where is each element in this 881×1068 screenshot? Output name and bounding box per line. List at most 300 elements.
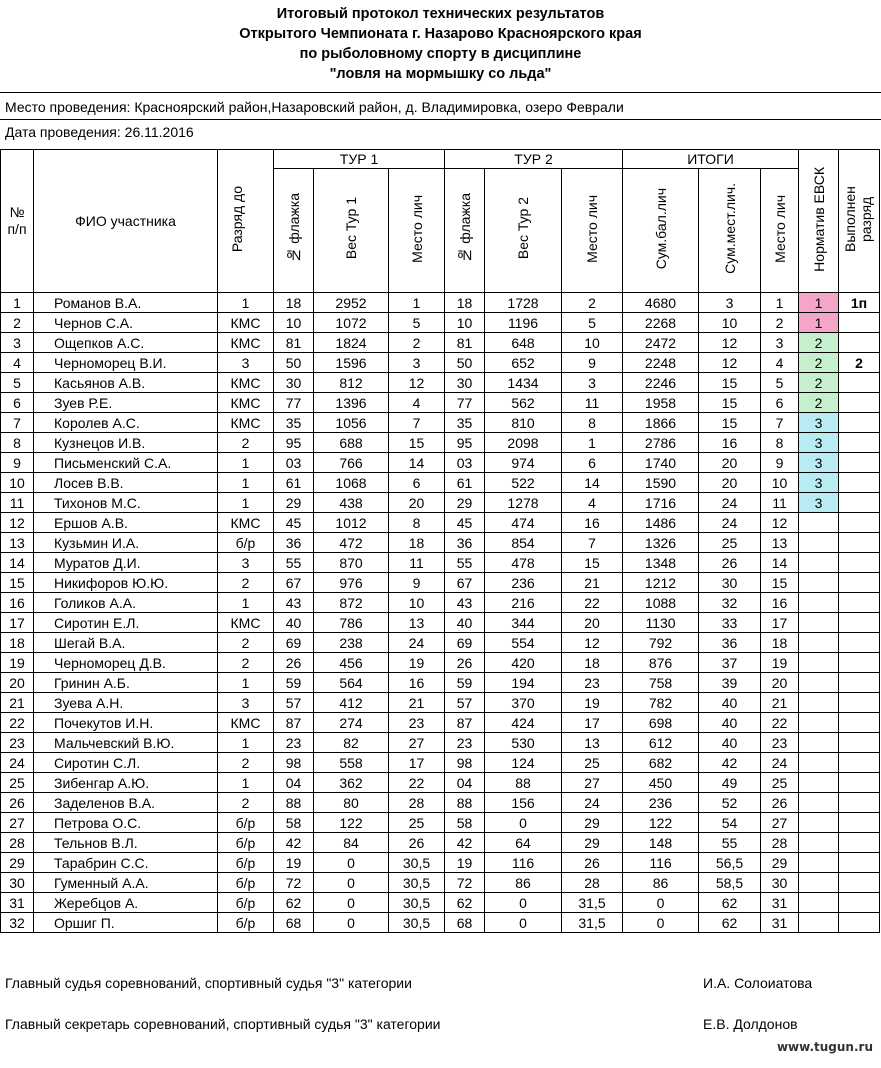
participant-name: Кузьмин И.А. xyxy=(34,533,218,553)
row-number: 20 xyxy=(1,673,34,693)
rank-before: КМС xyxy=(218,513,274,533)
sum-points: 1130 xyxy=(623,613,699,633)
sum-places: 58,5 xyxy=(699,873,761,893)
row-number: 11 xyxy=(1,493,34,513)
header-weight1-text: Вес Тур 1 xyxy=(343,197,359,260)
place-total: 18 xyxy=(761,633,799,653)
row-number: 28 xyxy=(1,833,34,853)
done-rank xyxy=(839,613,880,633)
flag-tour2: 81 xyxy=(445,333,485,353)
flag-tour1: 03 xyxy=(274,453,314,473)
norm-evsk xyxy=(799,613,839,633)
place-tour1: 30,5 xyxy=(389,873,445,893)
norm-evsk xyxy=(799,773,839,793)
flag-tour2: 67 xyxy=(445,573,485,593)
place-tour2: 28 xyxy=(562,873,623,893)
flag-tour2: 30 xyxy=(445,373,485,393)
place-tour2: 19 xyxy=(562,693,623,713)
table-row xyxy=(1,713,880,733)
flag-tour2: 23 xyxy=(445,733,485,753)
row-number: 30 xyxy=(1,873,34,893)
rank-before: 2 xyxy=(218,633,274,653)
norm-evsk: 2 xyxy=(799,333,839,353)
done-rank xyxy=(839,373,880,393)
document-title xyxy=(0,4,881,84)
table-row xyxy=(1,453,880,473)
place-tour2: 31,5 xyxy=(562,913,623,933)
divider xyxy=(0,119,881,120)
rank-before: КМС xyxy=(218,393,274,413)
date-text: Дата проведения: 26.11.2016 xyxy=(5,124,194,140)
flag-tour2: 04 xyxy=(445,773,485,793)
done-rank xyxy=(839,433,880,453)
table-row xyxy=(1,333,880,353)
header-totals: ИТОГИ xyxy=(623,150,799,169)
weight-tour2: 1196 xyxy=(485,313,562,333)
header-sum-points xyxy=(623,169,699,293)
table-row xyxy=(1,593,880,613)
place-total: 17 xyxy=(761,613,799,633)
participant-name: Жеребцов А. xyxy=(34,893,218,913)
flag-tour2: 10 xyxy=(445,313,485,333)
place-total: 4 xyxy=(761,353,799,373)
place-tour2: 1 xyxy=(562,433,623,453)
norm-evsk xyxy=(799,673,839,693)
row-number: 8 xyxy=(1,433,34,453)
sum-places: 42 xyxy=(699,753,761,773)
sum-places: 54 xyxy=(699,813,761,833)
rank-before: б/р xyxy=(218,533,274,553)
flag-tour2: 59 xyxy=(445,673,485,693)
place-total: 8 xyxy=(761,433,799,453)
header-norm xyxy=(799,150,839,293)
place-total: 30 xyxy=(761,873,799,893)
norm-evsk xyxy=(799,833,839,853)
flag-tour2: 19 xyxy=(445,853,485,873)
rank-before: б/р xyxy=(218,813,274,833)
weight-tour2: 0 xyxy=(485,893,562,913)
place-tour1: 2 xyxy=(389,333,445,353)
place-tour1: 4 xyxy=(389,393,445,413)
weight-tour1: 438 xyxy=(314,493,389,513)
sum-points: 0 xyxy=(623,913,699,933)
flag-tour2: 68 xyxy=(445,913,485,933)
participant-name: Тарабрин С.С. xyxy=(34,853,218,873)
sum-places: 49 xyxy=(699,773,761,793)
sum-places: 20 xyxy=(699,473,761,493)
flag-tour1: 62 xyxy=(274,893,314,913)
flag-tour1: 29 xyxy=(274,493,314,513)
header-norm-text: Норматив ЕВСК xyxy=(810,166,827,272)
place-total: 15 xyxy=(761,573,799,593)
divider xyxy=(0,92,881,93)
table-row xyxy=(1,753,880,773)
place-total: 1 xyxy=(761,293,799,313)
weight-tour1: 976 xyxy=(314,573,389,593)
weight-tour1: 1068 xyxy=(314,473,389,493)
row-number: 5 xyxy=(1,373,34,393)
row-number: 26 xyxy=(1,793,34,813)
done-rank xyxy=(839,573,880,593)
row-number: 14 xyxy=(1,553,34,573)
weight-tour1: 122 xyxy=(314,813,389,833)
rank-before: 2 xyxy=(218,573,274,593)
flag-tour1: 58 xyxy=(274,813,314,833)
sum-places: 15 xyxy=(699,373,761,393)
flag-tour1: 61 xyxy=(274,473,314,493)
rank-before: КМС xyxy=(218,333,274,353)
flag-tour1: 50 xyxy=(274,353,314,373)
weight-tour1: 0 xyxy=(314,893,389,913)
flag-tour2: 35 xyxy=(445,413,485,433)
place-tour1: 23 xyxy=(389,713,445,733)
weight-tour2: 648 xyxy=(485,333,562,353)
sum-places: 32 xyxy=(699,593,761,613)
table-row xyxy=(1,633,880,653)
rank-before: 1 xyxy=(218,293,274,313)
done-rank xyxy=(839,873,880,893)
rank-before: 2 xyxy=(218,653,274,673)
rank-before: 1 xyxy=(218,593,274,613)
place-tour2: 11 xyxy=(562,393,623,413)
sum-points: 0 xyxy=(623,893,699,913)
place-total: 26 xyxy=(761,793,799,813)
flag-tour1: 98 xyxy=(274,753,314,773)
rank-before: КМС xyxy=(218,413,274,433)
sum-points: 682 xyxy=(623,753,699,773)
table-row xyxy=(1,653,880,673)
rank-before: КМС xyxy=(218,713,274,733)
norm-evsk: 3 xyxy=(799,453,839,473)
flag-tour1: 87 xyxy=(274,713,314,733)
place-tour1: 30,5 xyxy=(389,853,445,873)
done-rank xyxy=(839,473,880,493)
header-tour1: ТУР 1 xyxy=(274,150,445,169)
place-tour1: 13 xyxy=(389,613,445,633)
sum-points: 1486 xyxy=(623,513,699,533)
flag-tour1: 26 xyxy=(274,653,314,673)
table-row xyxy=(1,413,880,433)
weight-tour2: 370 xyxy=(485,693,562,713)
sum-places: 12 xyxy=(699,353,761,373)
weight-tour2: 2098 xyxy=(485,433,562,453)
rank-before: 3 xyxy=(218,553,274,573)
venue-text: Место проведения: Красноярский район,Назаровский район, д. Владимировка, озеро Феврали xyxy=(5,99,624,115)
weight-tour1: 0 xyxy=(314,873,389,893)
sum-places: 30 xyxy=(699,573,761,593)
header-rank-before xyxy=(218,150,274,293)
place-total: 3 xyxy=(761,333,799,353)
place-tour1: 27 xyxy=(389,733,445,753)
participant-name: Королев А.С. xyxy=(34,413,218,433)
weight-tour2: 116 xyxy=(485,853,562,873)
flag-tour2: 57 xyxy=(445,693,485,713)
place-total: 9 xyxy=(761,453,799,473)
participant-name: Зуева А.Н. xyxy=(34,693,218,713)
norm-evsk xyxy=(799,653,839,673)
place-total: 31 xyxy=(761,893,799,913)
norm-evsk xyxy=(799,633,839,653)
weight-tour1: 870 xyxy=(314,553,389,573)
rank-before: 1 xyxy=(218,673,274,693)
norm-evsk: 3 xyxy=(799,473,839,493)
header-place2-text: Место лич xyxy=(584,194,600,263)
participant-name: Мальчевский В.Ю. xyxy=(34,733,218,753)
place-total: 16 xyxy=(761,593,799,613)
sum-places: 15 xyxy=(699,393,761,413)
sum-places: 55 xyxy=(699,833,761,853)
participant-name: Зуев Р.Е. xyxy=(34,393,218,413)
norm-evsk xyxy=(799,593,839,613)
weight-tour1: 456 xyxy=(314,653,389,673)
weight-tour2: 474 xyxy=(485,513,562,533)
norm-evsk: 3 xyxy=(799,493,839,513)
row-number: 1 xyxy=(1,293,34,313)
row-number: 9 xyxy=(1,453,34,473)
participant-name: Тихонов М.С. xyxy=(34,493,218,513)
secretary-name: Е.В. Долдонов xyxy=(703,1016,798,1032)
place-tour1: 8 xyxy=(389,513,445,533)
row-number: 31 xyxy=(1,893,34,913)
norm-evsk xyxy=(799,533,839,553)
place-tour2: 29 xyxy=(562,833,623,853)
done-rank xyxy=(839,633,880,653)
weight-tour2: 554 xyxy=(485,633,562,653)
place-tour1: 17 xyxy=(389,753,445,773)
weight-tour1: 1012 xyxy=(314,513,389,533)
table-row xyxy=(1,473,880,493)
place-tour1: 14 xyxy=(389,453,445,473)
flag-tour1: 43 xyxy=(274,593,314,613)
place-tour1: 10 xyxy=(389,593,445,613)
weight-tour2: 530 xyxy=(485,733,562,753)
norm-evsk xyxy=(799,853,839,873)
weight-tour2: 86 xyxy=(485,873,562,893)
flag-tour2: 87 xyxy=(445,713,485,733)
flag-tour1: 57 xyxy=(274,693,314,713)
table-row xyxy=(1,353,880,373)
flag-tour2: 03 xyxy=(445,453,485,473)
participant-name: Кузнецов И.В. xyxy=(34,433,218,453)
participant-name: Гуменный А.А. xyxy=(34,873,218,893)
rank-before: 3 xyxy=(218,353,274,373)
place-tour1: 18 xyxy=(389,533,445,553)
sum-places: 62 xyxy=(699,893,761,913)
participant-name: Тельнов В.Л. xyxy=(34,833,218,853)
sum-points: 758 xyxy=(623,673,699,693)
place-total: 5 xyxy=(761,373,799,393)
weight-tour1: 80 xyxy=(314,793,389,813)
row-number: 21 xyxy=(1,693,34,713)
sum-places: 40 xyxy=(699,713,761,733)
table-row xyxy=(1,313,880,333)
row-number: 15 xyxy=(1,573,34,593)
header-flag1 xyxy=(274,169,314,293)
sum-points: 116 xyxy=(623,853,699,873)
sum-places: 15 xyxy=(699,413,761,433)
place-total: 23 xyxy=(761,733,799,753)
done-rank xyxy=(839,593,880,613)
header-place1 xyxy=(389,169,445,293)
done-rank xyxy=(839,733,880,753)
table-row xyxy=(1,893,880,913)
sum-points: 2246 xyxy=(623,373,699,393)
flag-tour1: 18 xyxy=(274,293,314,313)
sum-points: 1740 xyxy=(623,453,699,473)
weight-tour2: 1434 xyxy=(485,373,562,393)
flag-tour2: 61 xyxy=(445,473,485,493)
place-tour1: 20 xyxy=(389,493,445,513)
rank-before: 1 xyxy=(218,473,274,493)
sum-points: 1590 xyxy=(623,473,699,493)
weight-tour2: 344 xyxy=(485,613,562,633)
weight-tour1: 82 xyxy=(314,733,389,753)
weight-tour1: 786 xyxy=(314,613,389,633)
weight-tour1: 688 xyxy=(314,433,389,453)
done-rank xyxy=(839,673,880,693)
participant-name: Сиротин Е.Л. xyxy=(34,613,218,633)
place-tour2: 15 xyxy=(562,553,623,573)
flag-tour1: 23 xyxy=(274,733,314,753)
flag-tour2: 50 xyxy=(445,353,485,373)
sum-places: 25 xyxy=(699,533,761,553)
table-row xyxy=(1,613,880,633)
norm-evsk: 2 xyxy=(799,393,839,413)
place-total: 14 xyxy=(761,553,799,573)
flag-tour2: 42 xyxy=(445,833,485,853)
row-number: 7 xyxy=(1,413,34,433)
table-row xyxy=(1,733,880,753)
weight-tour1: 1596 xyxy=(314,353,389,373)
place-tour2: 6 xyxy=(562,453,623,473)
weight-tour2: 216 xyxy=(485,593,562,613)
weight-tour1: 412 xyxy=(314,693,389,713)
sum-points: 792 xyxy=(623,633,699,653)
row-number: 16 xyxy=(1,593,34,613)
rank-before: 3 xyxy=(218,693,274,713)
participant-name: Заделенов В.А. xyxy=(34,793,218,813)
rank-before: 1 xyxy=(218,733,274,753)
sum-places: 24 xyxy=(699,493,761,513)
sum-places: 62 xyxy=(699,913,761,933)
rank-before: б/р xyxy=(218,893,274,913)
weight-tour1: 0 xyxy=(314,913,389,933)
header-done-rank xyxy=(839,150,880,293)
flag-tour2: 62 xyxy=(445,893,485,913)
row-number: 17 xyxy=(1,613,34,633)
done-rank xyxy=(839,813,880,833)
place-total: 31 xyxy=(761,913,799,933)
place-tour1: 30,5 xyxy=(389,913,445,933)
sum-points: 1716 xyxy=(623,493,699,513)
judge-name: И.А. Солоиатова xyxy=(703,975,813,991)
norm-evsk: 3 xyxy=(799,433,839,453)
secretary-role: Главный секретарь соревнований, спортивный судья "3" категории xyxy=(5,1016,441,1032)
flag-tour2: 69 xyxy=(445,633,485,653)
weight-tour1: 238 xyxy=(314,633,389,653)
place-tour2: 25 xyxy=(562,753,623,773)
participant-name: Шегай В.А. xyxy=(34,633,218,653)
flag-tour1: 35 xyxy=(274,413,314,433)
place-tour2: 12 xyxy=(562,633,623,653)
flag-tour2: 40 xyxy=(445,613,485,633)
rank-before: 1 xyxy=(218,493,274,513)
place-tour2: 23 xyxy=(562,673,623,693)
place-tour2: 5 xyxy=(562,313,623,333)
weight-tour2: 64 xyxy=(485,833,562,853)
weight-tour1: 362 xyxy=(314,773,389,793)
table-row xyxy=(1,373,880,393)
weight-tour2: 652 xyxy=(485,353,562,373)
done-rank xyxy=(839,553,880,573)
place-tour2: 27 xyxy=(562,773,623,793)
place-tour2: 3 xyxy=(562,373,623,393)
place-tour2: 7 xyxy=(562,533,623,553)
rank-before: КМС xyxy=(218,373,274,393)
weight-tour2: 420 xyxy=(485,653,562,673)
header-weight2-text: Вес Тур 2 xyxy=(515,197,531,260)
table-row xyxy=(1,553,880,573)
place-tour2: 10 xyxy=(562,333,623,353)
done-rank: 1п xyxy=(839,293,880,313)
sum-places: 10 xyxy=(699,313,761,333)
place-tour2: 22 xyxy=(562,593,623,613)
place-total: 7 xyxy=(761,413,799,433)
table-row xyxy=(1,873,880,893)
weight-tour2: 562 xyxy=(485,393,562,413)
rank-before: б/р xyxy=(218,833,274,853)
place-tour2: 24 xyxy=(562,793,623,813)
flag-tour1: 88 xyxy=(274,793,314,813)
participant-name: Ершов А.В. xyxy=(34,513,218,533)
sum-points: 2472 xyxy=(623,333,699,353)
sum-points: 612 xyxy=(623,733,699,753)
norm-evsk: 2 xyxy=(799,353,839,373)
flag-tour2: 72 xyxy=(445,873,485,893)
done-rank xyxy=(839,793,880,813)
weight-tour2: 194 xyxy=(485,673,562,693)
header-place-total xyxy=(761,169,799,293)
done-rank xyxy=(839,333,880,353)
header-sum-points-text: Сум.бал.лич xyxy=(652,187,669,270)
done-rank xyxy=(839,853,880,873)
flag-tour1: 04 xyxy=(274,773,314,793)
flag-tour1: 10 xyxy=(274,313,314,333)
header-tour2: ТУР 2 xyxy=(445,150,623,169)
norm-evsk xyxy=(799,813,839,833)
done-rank xyxy=(839,833,880,853)
done-rank xyxy=(839,493,880,513)
norm-evsk: 1 xyxy=(799,313,839,333)
norm-evsk xyxy=(799,733,839,753)
table-row xyxy=(1,793,880,813)
weight-tour1: 274 xyxy=(314,713,389,733)
rank-before: 1 xyxy=(218,453,274,473)
weight-tour1: 872 xyxy=(314,593,389,613)
results-body xyxy=(1,293,880,933)
weight-tour2: 1278 xyxy=(485,493,562,513)
header-done-rank-text: Выполнен разряд xyxy=(842,186,874,252)
sum-points: 2268 xyxy=(623,313,699,333)
header-flag2-text: № флажка xyxy=(456,193,473,264)
place-tour2: 4 xyxy=(562,493,623,513)
place-total: 28 xyxy=(761,833,799,853)
judge-role: Главный судья соревнований, спортивный судья "3" категории xyxy=(5,975,412,991)
norm-evsk xyxy=(799,913,839,933)
flag-tour2: 36 xyxy=(445,533,485,553)
weight-tour2: 974 xyxy=(485,453,562,473)
header-rank-before-text: Разряд до xyxy=(228,185,245,253)
